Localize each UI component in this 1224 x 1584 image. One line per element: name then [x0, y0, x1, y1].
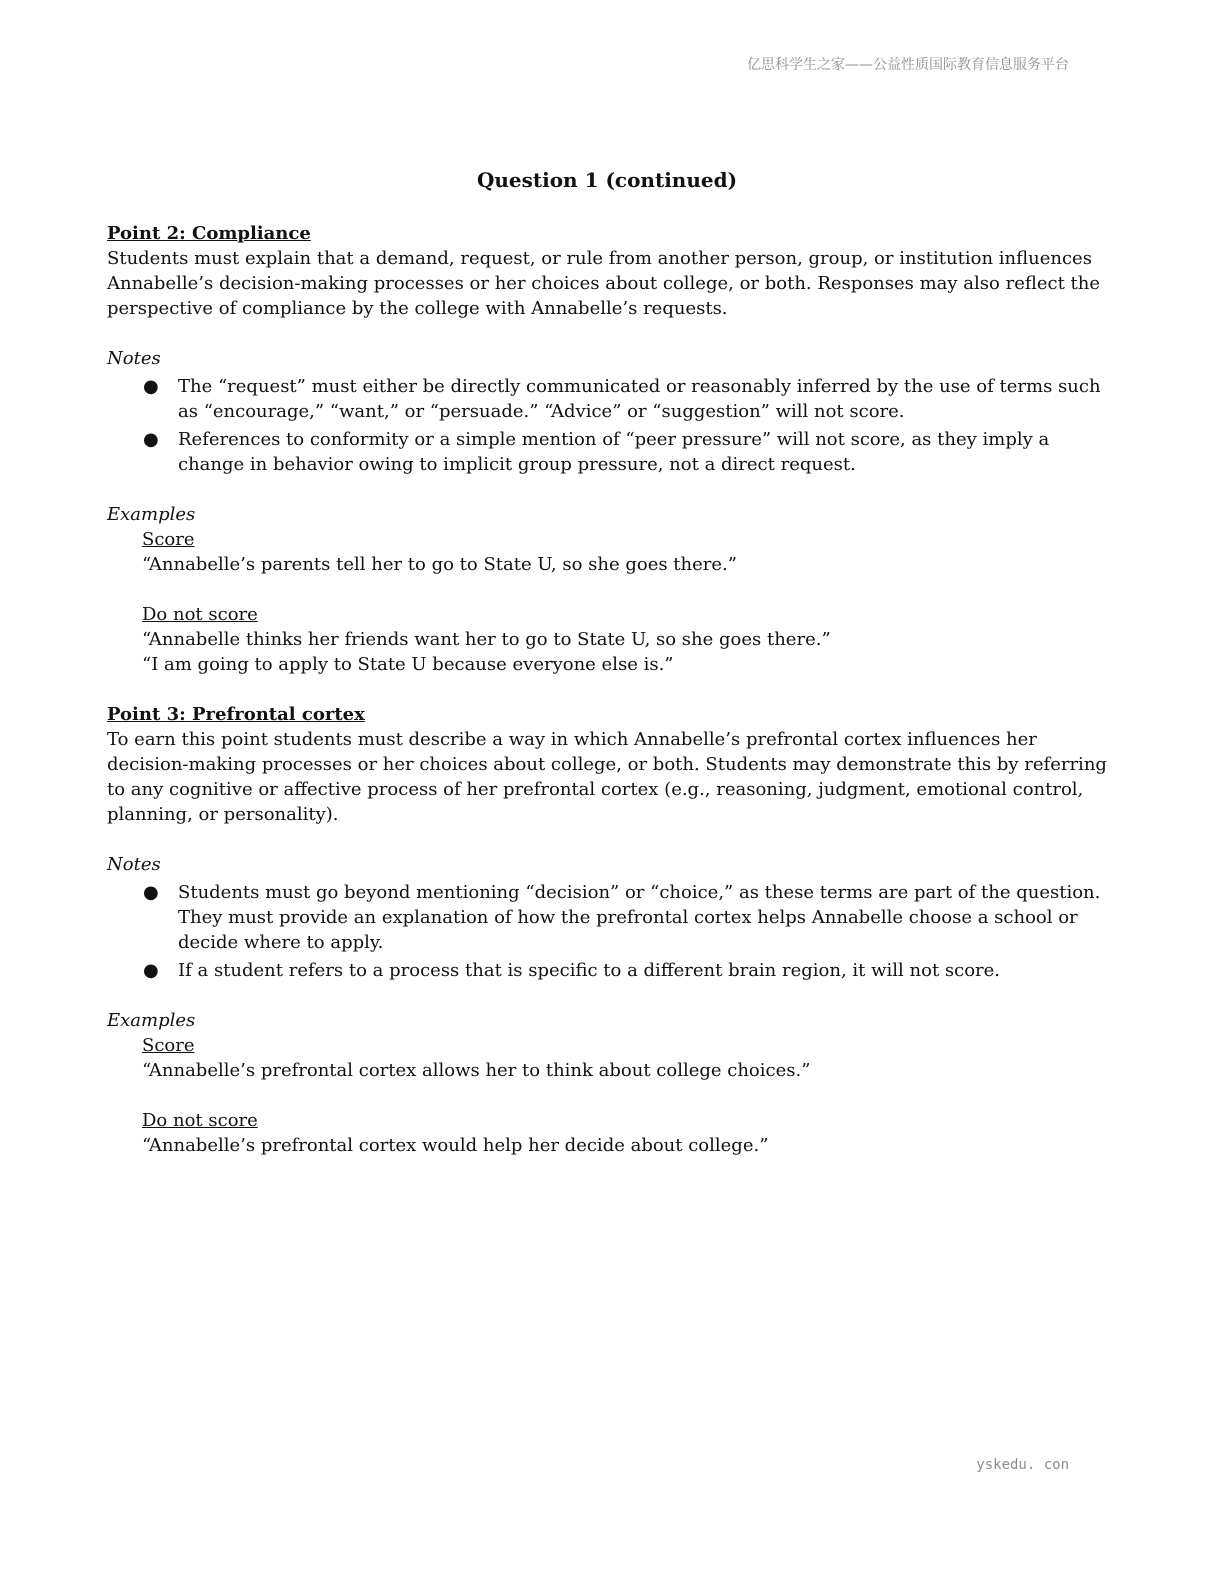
- do-not-score-example: “Annabelle thinks her friends want her to go to State U, so she goes there.”: [142, 629, 831, 650]
- point-3-section: [107, 702, 1107, 1158]
- point-2-notes-label: Notes: [107, 348, 161, 369]
- list-item: [143, 427, 1107, 477]
- note-text: References to conformity or a simple mention of “peer pressure” will not score, as they imply a change in behavior owing to implicit group pressure, not a direct request.: [178, 429, 1050, 475]
- document-body: [107, 166, 1107, 1158]
- bullet-icon: ●: [143, 376, 159, 397]
- note-text: If a student refers to a process that is specific to a different brain region, it will not score.: [178, 960, 1001, 981]
- score-label: Score: [142, 529, 195, 550]
- point-2-notes-list: [107, 374, 1107, 477]
- score-label: Score: [142, 1035, 195, 1056]
- point-3-examples: [107, 1033, 1107, 1158]
- point-3-heading: Point 3: Prefrontal cortex: [107, 704, 365, 725]
- page-title: Question 1 (continued): [476, 168, 738, 192]
- point-2-examples-label: Examples: [107, 504, 196, 525]
- point-3-notes-label: Notes: [107, 854, 161, 875]
- do-not-score-example: “Annabelle’s prefrontal cortex would help her decide about college.”: [142, 1135, 769, 1156]
- do-not-score-label: Do not score: [142, 604, 258, 625]
- score-example: “Annabelle’s parents tell her to go to State U, so she goes there.”: [142, 554, 737, 575]
- point-3-examples-label: Examples: [107, 1010, 196, 1031]
- note-text: Students must go beyond mentioning “decision” or “choice,” as these terms are part of the question. They must provide an explanation of how the prefrontal cortex helps Annabelle choose a school or decide where to apply.: [178, 882, 1101, 953]
- point-3-body: To earn this point students must describe a way in which Annabelle’s prefrontal cortex influences her decision-making processes or her choices about college, or both. Students may demonstrate this by referring to any cognitive or affective process of her prefrontal cortex (e.g., reasoning, judgment, emotional control, planning, or personality).: [107, 729, 1107, 825]
- bullet-icon: ●: [143, 960, 159, 981]
- bullet-icon: ●: [143, 882, 159, 903]
- bullet-icon: ●: [143, 429, 159, 450]
- header-watermark: 亿思科学生之家——公益性质国际教育信息服务平台: [747, 57, 1069, 73]
- do-not-score-label: Do not score: [142, 1110, 258, 1131]
- point-2-heading: Point 2: Compliance: [107, 223, 311, 244]
- list-item: [143, 880, 1107, 955]
- list-item: [143, 958, 1107, 983]
- do-not-score-example: “I am going to apply to State U because everyone else is.”: [142, 654, 674, 675]
- point-3-notes-list: [107, 880, 1107, 983]
- footer-watermark: yskedu. con: [976, 1457, 1069, 1473]
- point-2-section: [107, 221, 1107, 677]
- point-2-examples: [107, 527, 1107, 677]
- point-2-body: Students must explain that a demand, request, or rule from another person, group, or institution influences Annabelle’s decision-making processes or her choices about college, or both. Responses may also reflect the perspective of compliance by the college with Annabelle’s requests.: [107, 248, 1101, 319]
- list-item: [143, 374, 1107, 424]
- score-example: “Annabelle’s prefrontal cortex allows her to think about college choices.”: [142, 1060, 811, 1081]
- note-text: The “request” must either be directly communicated or reasonably inferred by the use of terms such as “encourage,” “want,” or “persuade.” “Advice” or “suggestion” will not score.: [178, 376, 1101, 422]
